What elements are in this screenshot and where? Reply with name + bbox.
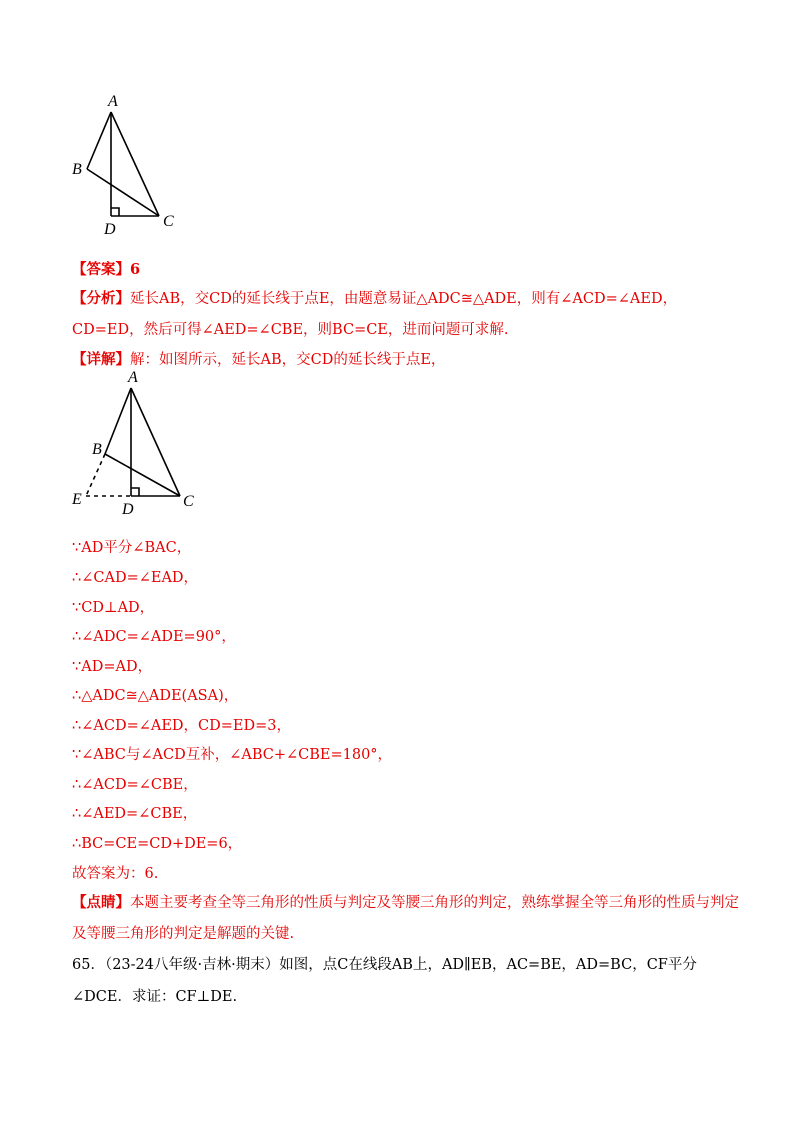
- proof-step: ∵∠ABC与∠ACD互补，∠ABC+∠CBE=180°，: [72, 747, 393, 763]
- proof-step: ∴∠CAD=∠EAD，: [72, 570, 199, 586]
- proof-step: ∴∠AED=∠CBE，: [72, 806, 198, 822]
- label-a: A: [108, 93, 118, 110]
- answer-line: [72, 258, 140, 279]
- comment-text-2: 及等腰三角形的判定是解题的关键.: [72, 926, 295, 942]
- analysis-line-1: [72, 287, 677, 308]
- proof-step: ∵CD⊥AD，: [72, 600, 155, 616]
- label-b: B: [92, 441, 102, 458]
- comment-text-1: 本题主要考查全等三角形的性质与判定及等腰三角形的判定，熟练掌握全等三角形的性质与判定: [130, 895, 739, 911]
- analysis-tag: 【分析】: [72, 290, 130, 307]
- label-c: C: [183, 493, 194, 510]
- comment-tag: 【点睛】: [72, 894, 130, 911]
- answer-value: 6: [130, 261, 141, 278]
- label-b: B: [72, 161, 82, 178]
- detail-text: 解：如图所示，延长AB，交CD的延长线于点E，: [130, 352, 446, 368]
- detail-line: [72, 348, 445, 369]
- proof-step: ∴BC=CE=CD+DE=6，: [72, 836, 243, 852]
- proof-step: ∴△ADC≅△ADE(ASA)，: [72, 688, 239, 704]
- label-d: D: [104, 221, 116, 238]
- answer-tag: 【答案】: [72, 261, 130, 278]
- conclusion: 故答案为：6.: [72, 866, 159, 882]
- label-e: E: [72, 491, 82, 508]
- triangle-figure-2: [60, 368, 210, 518]
- proof-step: ∵AD=AD，: [72, 659, 153, 675]
- analysis-text-1: 延长AB，交CD的延长线于点E，由题意易证△ADC≅△ADE，则有∠ACD=∠AED，: [130, 291, 678, 307]
- question-65-line-2: ∠DCE．求证：CF⊥DE.: [72, 989, 238, 1005]
- detail-tag: 【详解】: [72, 351, 130, 368]
- question-65-line-1: 65．（23-24八年级·吉林·期末）如图，点C在线段AB上，AD∥EB，AC=BE，AD=BC，CF平分: [72, 957, 697, 973]
- analysis-text-2: CD=ED，然后可得∠AED=∠CBE，则BC=CE，进而问题可求解.: [72, 322, 509, 338]
- proof-step: ∴∠ACD=∠CBE，: [72, 777, 198, 793]
- label-a: A: [128, 369, 138, 386]
- label-c: C: [163, 213, 174, 230]
- label-d: D: [122, 501, 134, 518]
- comment-line-2: [72, 922, 294, 943]
- analysis-line-2: [72, 318, 509, 339]
- proof-step: ∴∠ACD=∠AED，CD=ED=3，: [72, 718, 292, 734]
- comment-line-1: [72, 891, 739, 912]
- proof-step: ∴∠ADC=∠ADE=90°，: [72, 629, 236, 645]
- proof-step: ∵AD平分∠BAC，: [72, 540, 192, 556]
- triangle-figure-1: [60, 90, 200, 240]
